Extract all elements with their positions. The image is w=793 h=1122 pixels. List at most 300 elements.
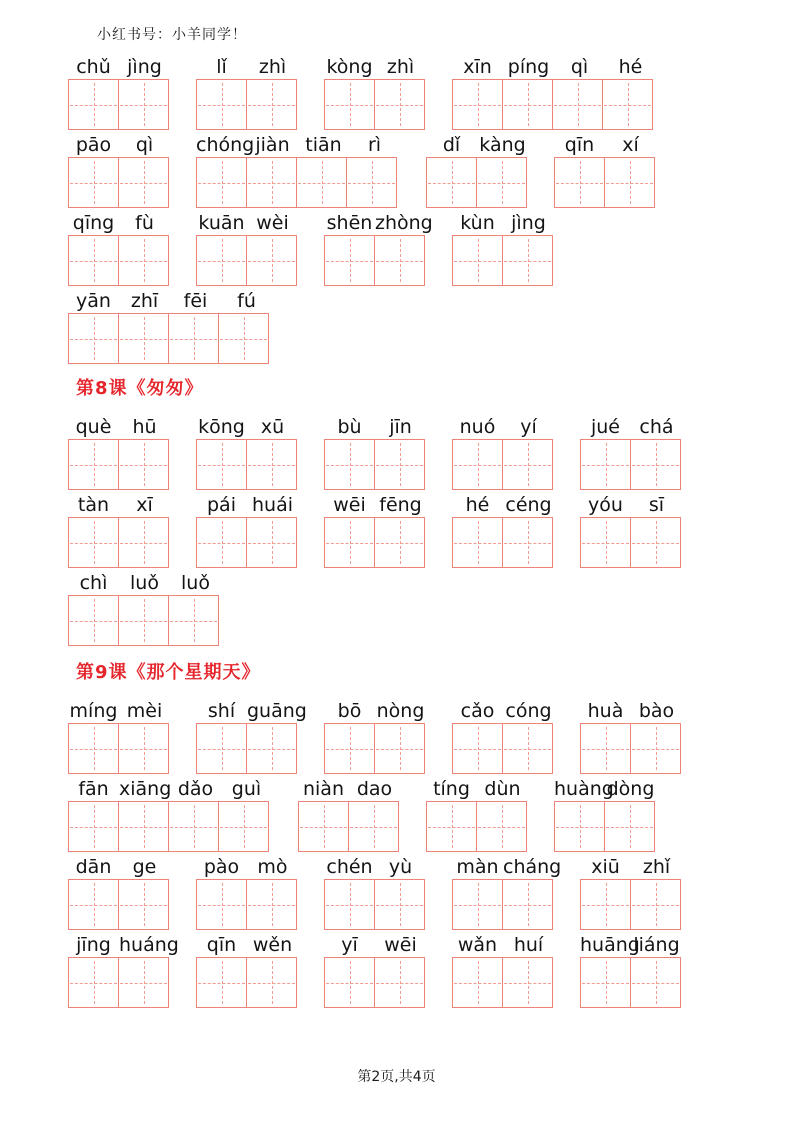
writing-grid <box>68 595 221 646</box>
pinyin-syllable: chì <box>79 572 108 594</box>
word-group <box>68 855 170 930</box>
pinyin-syllable: chá <box>639 416 674 438</box>
word-row <box>68 289 793 364</box>
writing-box <box>68 439 119 490</box>
word-group <box>196 855 298 930</box>
writing-box <box>604 801 655 852</box>
pinyin-syllable: kòng <box>326 56 373 78</box>
pinyin-syllable: cóng <box>505 700 552 722</box>
writing-box <box>552 79 603 130</box>
writing-grid <box>68 801 272 852</box>
writing-box <box>452 957 503 1008</box>
pinyin-syllable: xí <box>622 134 639 156</box>
writing-box <box>580 517 631 568</box>
writing-box <box>602 79 653 130</box>
writing-box <box>324 723 375 774</box>
pinyin-syllable: huāng <box>580 934 640 956</box>
pinyin-syllable: bào <box>638 700 675 722</box>
writing-grid <box>452 879 554 930</box>
pinyin-syllable: kuān <box>198 212 245 234</box>
pinyin-row <box>324 211 433 235</box>
writing-box <box>118 157 169 208</box>
pinyin-syllable: hé <box>618 56 643 78</box>
writing-box <box>196 79 247 130</box>
writing-grid <box>426 157 528 208</box>
writing-box <box>374 79 425 130</box>
writing-box <box>374 517 425 568</box>
pinyin-syllable: guāng <box>247 700 307 722</box>
pinyin-row <box>324 415 426 439</box>
writing-box <box>118 957 169 1008</box>
writing-box <box>374 439 425 490</box>
pinyin-row <box>196 211 298 235</box>
section <box>0 55 793 364</box>
pinyin-row <box>324 493 426 517</box>
writing-box <box>426 801 477 852</box>
writing-box <box>168 801 219 852</box>
word-group <box>196 133 400 208</box>
writing-grid <box>580 439 682 490</box>
pinyin-syllable: cǎo <box>460 700 495 722</box>
pinyin-syllable: zhǐ <box>642 856 671 878</box>
word-group <box>324 855 426 930</box>
word-group <box>68 777 272 852</box>
writing-grid <box>196 957 298 1008</box>
pinyin-row <box>68 699 170 723</box>
pinyin-syllable: què <box>75 416 112 438</box>
writing-box <box>246 235 297 286</box>
writing-box <box>554 801 605 852</box>
pinyin-row <box>196 55 298 79</box>
writing-box <box>196 879 247 930</box>
writing-grid <box>68 723 170 774</box>
pinyin-syllable: shí <box>207 700 236 722</box>
pinyin-syllable: xiū <box>591 856 620 878</box>
pinyin-syllable: jīn <box>389 416 412 438</box>
writing-box <box>68 957 119 1008</box>
pinyin-syllable: liáng <box>633 934 680 956</box>
writing-box <box>630 723 681 774</box>
word-group <box>426 777 528 852</box>
writing-box <box>348 801 399 852</box>
word-row <box>68 415 793 490</box>
writing-box <box>168 595 219 646</box>
writing-grid <box>298 801 400 852</box>
section-header: 第8课《匆匆》 <box>76 378 204 399</box>
word-row <box>68 133 793 208</box>
pinyin-syllable: qīng <box>72 212 115 234</box>
writing-box <box>118 723 169 774</box>
pinyin-row <box>580 699 682 723</box>
pinyin-syllable: rì <box>367 134 382 156</box>
pinyin-syllable: kùn <box>460 212 495 234</box>
writing-box <box>68 801 119 852</box>
writing-grid <box>426 801 528 852</box>
word-group <box>68 289 272 364</box>
pinyin-syllable: bō <box>337 700 362 722</box>
writing-box <box>246 879 297 930</box>
writing-box <box>452 235 503 286</box>
pinyin-row <box>68 211 170 235</box>
pinyin-syllable: yóu <box>588 494 623 516</box>
writing-grid <box>196 235 298 286</box>
pinyin-syllable: cháng <box>503 856 562 878</box>
writing-grid <box>324 439 426 490</box>
writing-grid <box>554 157 656 208</box>
word-group <box>68 493 170 568</box>
writing-box <box>196 439 247 490</box>
writing-grid <box>196 517 298 568</box>
writing-box <box>246 157 297 208</box>
pinyin-row <box>580 933 682 957</box>
pinyin-syllable: nòng <box>376 700 425 722</box>
pinyin-row <box>324 699 426 723</box>
writing-box <box>630 439 681 490</box>
word-group <box>324 415 426 490</box>
page-number: 第2页,共4页 <box>357 1069 436 1085</box>
writing-box <box>374 879 425 930</box>
writing-box <box>580 957 631 1008</box>
pinyin-syllable: luǒ <box>130 572 159 594</box>
writing-box <box>298 801 349 852</box>
writing-grid <box>452 957 554 1008</box>
writing-grid <box>324 957 426 1008</box>
writing-box <box>68 517 119 568</box>
pinyin-row <box>68 415 170 439</box>
pinyin-row <box>580 415 682 439</box>
writing-grid <box>68 957 170 1008</box>
writing-box <box>118 313 169 364</box>
pinyin-syllable: qì <box>570 56 589 78</box>
writing-grid <box>68 439 170 490</box>
pinyin-syllable: chóng <box>196 134 255 156</box>
pinyin-row <box>452 211 554 235</box>
word-group <box>452 493 554 568</box>
word-group <box>196 699 307 774</box>
word-group <box>580 933 682 1008</box>
pinyin-syllable: chén <box>326 856 373 878</box>
word-group <box>324 55 426 130</box>
writing-box <box>68 313 119 364</box>
writing-grid <box>196 439 298 490</box>
pinyin-syllable: xū <box>260 416 285 438</box>
writing-grid <box>580 517 682 568</box>
writing-grid <box>452 723 554 774</box>
pinyin-row <box>68 55 170 79</box>
pinyin-syllable: pào <box>203 856 240 878</box>
word-row <box>68 699 793 774</box>
word-row <box>68 211 793 286</box>
word-group <box>68 133 170 208</box>
pinyin-syllable: hū <box>132 416 157 438</box>
pinyin-row <box>68 933 179 957</box>
writing-grid <box>68 517 170 568</box>
pinyin-row <box>68 855 170 879</box>
word-group <box>426 133 528 208</box>
writing-grid <box>324 79 426 130</box>
writing-box <box>196 517 247 568</box>
writing-box <box>554 157 605 208</box>
pinyin-syllable: fù <box>135 212 154 234</box>
writing-grid <box>68 879 170 930</box>
writing-box <box>68 79 119 130</box>
writing-box <box>502 235 553 286</box>
pinyin-row <box>68 571 221 595</box>
pinyin-syllable: dòng <box>606 778 655 800</box>
pinyin-syllable: màn <box>456 856 499 878</box>
word-group <box>196 933 298 1008</box>
writing-grid <box>196 879 298 930</box>
word-group <box>196 55 298 130</box>
writing-grid <box>580 879 682 930</box>
writing-box <box>218 801 269 852</box>
writing-box <box>630 957 681 1008</box>
pinyin-syllable: ge <box>132 856 157 878</box>
writing-box <box>68 723 119 774</box>
writing-box <box>196 157 247 208</box>
writing-box <box>168 313 219 364</box>
section <box>0 378 793 646</box>
word-group <box>68 571 221 646</box>
word-group <box>554 133 656 208</box>
pinyin-row <box>196 699 307 723</box>
pinyin-syllable: fān <box>78 778 109 800</box>
writing-box <box>452 439 503 490</box>
writing-grid <box>452 79 656 130</box>
writing-box <box>452 517 503 568</box>
word-group <box>324 933 426 1008</box>
pinyin-syllable: chǔ <box>76 56 111 78</box>
writing-grid <box>196 157 400 208</box>
pinyin-syllable: huí <box>513 934 544 956</box>
word-group <box>68 699 170 774</box>
pinyin-row <box>196 493 298 517</box>
section <box>0 662 793 1008</box>
writing-box <box>246 957 297 1008</box>
writing-box <box>324 517 375 568</box>
pinyin-syllable: zhì <box>386 56 415 78</box>
writing-box <box>580 439 631 490</box>
pinyin-syllable: qīn <box>564 134 595 156</box>
writing-grid <box>68 79 170 130</box>
writing-box <box>324 957 375 1008</box>
word-row <box>68 571 793 646</box>
word-group <box>196 415 298 490</box>
pinyin-syllable: huáng <box>119 934 179 956</box>
pinyin-syllable: huà <box>587 700 624 722</box>
writing-box <box>118 79 169 130</box>
word-group <box>452 699 554 774</box>
writing-box <box>630 879 681 930</box>
word-group <box>580 699 682 774</box>
pinyin-syllable: hé <box>465 494 490 516</box>
writing-box <box>580 723 631 774</box>
pinyin-syllable: píng <box>507 56 550 78</box>
worksheet-content <box>0 55 793 1008</box>
word-group <box>196 211 298 286</box>
pinyin-syllable: yí <box>520 416 537 438</box>
pinyin-syllable: zhòng <box>375 212 433 234</box>
pinyin-row <box>68 493 170 517</box>
writing-box <box>476 157 527 208</box>
word-group <box>580 493 682 568</box>
pinyin-syllable: wǎn <box>457 934 498 956</box>
pinyin-row <box>426 777 528 801</box>
pinyin-syllable: kàng <box>479 134 526 156</box>
pinyin-row <box>580 855 682 879</box>
writing-box <box>118 595 169 646</box>
pinyin-row <box>426 133 528 157</box>
pinyin-syllable: bù <box>337 416 362 438</box>
pinyin-syllable: fú <box>237 290 256 312</box>
pinyin-syllable: jīng <box>76 934 111 956</box>
pinyin-syllable: dān <box>75 856 112 878</box>
writing-box <box>196 235 247 286</box>
writing-box <box>296 157 347 208</box>
writing-box <box>476 801 527 852</box>
writing-box <box>68 879 119 930</box>
pinyin-syllable: fēi <box>183 290 208 312</box>
pinyin-row <box>298 777 400 801</box>
pinyin-syllable: tàn <box>77 494 110 516</box>
writing-box <box>246 439 297 490</box>
word-group <box>298 777 400 852</box>
writing-box <box>218 313 269 364</box>
pinyin-syllable: nuó <box>459 416 496 438</box>
writing-grid <box>68 157 170 208</box>
pinyin-syllable: qīn <box>206 934 237 956</box>
pinyin-row <box>196 855 298 879</box>
writing-box <box>604 157 655 208</box>
word-group <box>452 855 562 930</box>
writing-box <box>324 235 375 286</box>
writing-grid <box>324 235 426 286</box>
writing-grid <box>68 235 170 286</box>
writing-box <box>68 235 119 286</box>
writing-box <box>324 439 375 490</box>
pinyin-syllable: míng <box>69 700 118 722</box>
pinyin-row <box>324 933 426 957</box>
writing-box <box>374 235 425 286</box>
writing-box <box>452 879 503 930</box>
writing-grid <box>196 79 298 130</box>
pinyin-syllable: huái <box>251 494 293 516</box>
pinyin-syllable: fēng <box>379 494 422 516</box>
pinyin-syllable: pāo <box>75 134 112 156</box>
writing-box <box>580 879 631 930</box>
pinyin-syllable: mò <box>257 856 288 878</box>
writing-grid <box>324 723 426 774</box>
account-note: 小红书号：小羊同学！ <box>97 27 247 43</box>
word-row <box>68 493 793 568</box>
pinyin-syllable: luǒ <box>181 572 210 594</box>
pinyin-syllable: xīn <box>463 56 492 78</box>
pinyin-syllable: jìng <box>127 56 162 78</box>
writing-box <box>246 517 297 568</box>
pinyin-row <box>554 777 656 801</box>
pinyin-syllable: wēi <box>384 934 417 956</box>
word-group <box>452 55 656 130</box>
writing-box <box>324 79 375 130</box>
writing-box <box>426 157 477 208</box>
pinyin-syllable: mèi <box>126 700 163 722</box>
writing-box <box>118 879 169 930</box>
writing-box <box>374 723 425 774</box>
word-row <box>68 777 793 852</box>
pinyin-syllable: wēi <box>333 494 366 516</box>
pinyin-syllable: zhī <box>130 290 159 312</box>
word-row <box>68 933 793 1008</box>
writing-grid <box>554 801 656 852</box>
pinyin-syllable: kōng <box>198 416 245 438</box>
pinyin-syllable: yī <box>341 934 358 956</box>
pinyin-syllable: jiàn <box>255 134 290 156</box>
writing-grid <box>196 723 298 774</box>
writing-box <box>502 79 553 130</box>
writing-box <box>68 595 119 646</box>
pinyin-row <box>452 415 554 439</box>
pinyin-row <box>324 55 426 79</box>
pinyin-syllable: shēn <box>326 212 373 234</box>
word-group <box>324 493 426 568</box>
word-group <box>452 211 554 286</box>
writing-box <box>452 723 503 774</box>
writing-box <box>118 439 169 490</box>
word-group <box>452 415 554 490</box>
pinyin-syllable: jìng <box>511 212 546 234</box>
writing-box <box>68 157 119 208</box>
pinyin-syllable: huàng <box>554 778 614 800</box>
writing-box <box>196 957 247 1008</box>
writing-box <box>246 723 297 774</box>
pinyin-row <box>452 855 562 879</box>
word-group <box>68 55 170 130</box>
pinyin-row <box>68 133 170 157</box>
writing-grid <box>452 517 554 568</box>
pinyin-row <box>554 133 656 157</box>
writing-grid <box>452 235 554 286</box>
pinyin-row <box>68 777 272 801</box>
pinyin-syllable: tíng <box>433 778 470 800</box>
writing-box <box>196 723 247 774</box>
word-group <box>324 699 426 774</box>
word-group <box>580 415 682 490</box>
writing-box <box>118 517 169 568</box>
pinyin-syllable: zhì <box>258 56 287 78</box>
writing-box <box>118 235 169 286</box>
pinyin-syllable: dao <box>356 778 393 800</box>
pinyin-syllable: yān <box>76 290 111 312</box>
word-group <box>68 415 170 490</box>
pinyin-row <box>196 933 298 957</box>
writing-grid <box>580 723 682 774</box>
pinyin-syllable: yù <box>388 856 413 878</box>
writing-box <box>502 723 553 774</box>
pinyin-row <box>452 699 554 723</box>
word-group <box>68 211 170 286</box>
word-group <box>196 493 298 568</box>
writing-box <box>324 879 375 930</box>
pinyin-row <box>452 493 554 517</box>
pinyin-syllable: dǐ <box>442 134 461 156</box>
word-group <box>68 933 179 1008</box>
writing-box <box>374 957 425 1008</box>
pinyin-syllable: xiāng <box>119 778 172 800</box>
writing-grid <box>324 517 426 568</box>
pinyin-syllable: jué <box>590 416 620 438</box>
writing-box <box>502 879 553 930</box>
pinyin-syllable: wèi <box>256 212 289 234</box>
